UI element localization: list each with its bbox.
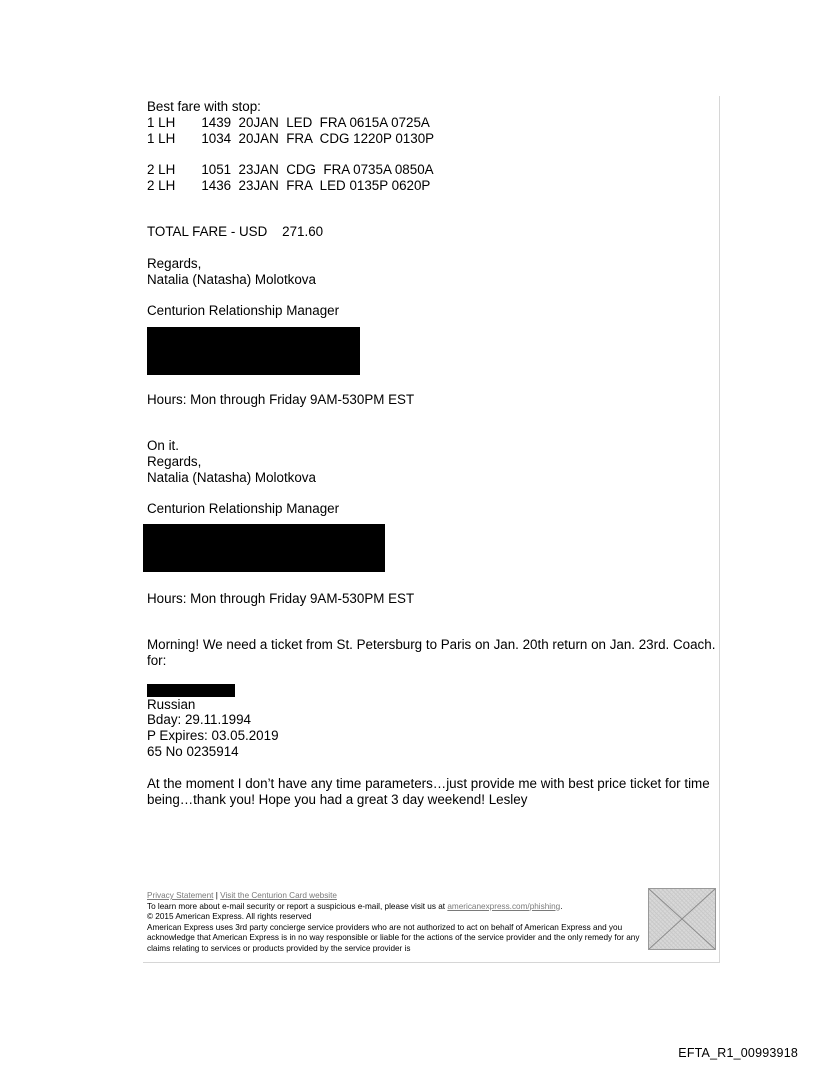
footer-links [147, 891, 647, 902]
phishing-link[interactable]: americanexpress.com/phishing [447, 901, 561, 911]
office-hours: Hours: Mon through Friday 9AM-530PM EST [147, 591, 415, 607]
redaction-block [143, 524, 385, 572]
fare-heading: Best fare with stop: [147, 99, 261, 114]
passport-expiry: P Expires: 03.05.2019 [147, 728, 279, 744]
document-id: EFTA_R1_00993918 [678, 1046, 798, 1060]
flight-row: 2 LH 1436 23JAN FRA LED 0135P 0620P [147, 178, 431, 194]
email-body [147, 99, 717, 807]
email-footer [147, 891, 647, 955]
centurion-website-link[interactable]: Visit the Centurion Card website [220, 891, 337, 900]
link-separator: | [215, 891, 218, 900]
flight-row: 1 LH 1439 20JAN LED FRA 0615A 0725A [147, 114, 430, 130]
signature-regards: Regards, [147, 255, 202, 271]
disclaimer: American Express uses 3rd party concierge service providers who are not authorized to act on behalf of American Express and you acknowledge that American Express is in no way responsible or liable for the actions of the service provider and the only remedy for any claims relating to services or products provided by the service provider is [147, 922, 640, 953]
broken-image-icon [648, 888, 716, 950]
office-hours: Hours: Mon through Friday 9AM-530PM EST [147, 392, 415, 408]
nationality: Russian [147, 696, 196, 712]
privacy-statement-link[interactable]: Privacy Statement [147, 891, 214, 900]
signature-name: Natalia (Natasha) Molotkova [147, 469, 316, 485]
redaction-block [147, 684, 235, 697]
signature-name: Natalia (Natasha) Molotkova [147, 271, 316, 287]
period: . [560, 901, 563, 911]
signature-title: Centurion Relationship Manager [147, 303, 340, 319]
total-fare: TOTAL FARE - USD 271.60 [147, 223, 324, 239]
security-text: To learn more about e-mail security or report a suspicious e-mail, please visit us at [147, 901, 448, 911]
closing-message: At the moment I don’t have any time parameters…just provide me with best price ticket for time being…thank you! Hope you had a great 3 day weekend! Lesley [147, 775, 710, 807]
copyright: © 2015 American Express. All rights reserved [147, 912, 312, 922]
signature-title: Centurion Relationship Manager [147, 501, 340, 517]
redaction-block [147, 327, 360, 375]
flight-row: 1 LH 1034 20JAN FRA CDG 1220P 0130P [147, 130, 435, 146]
passport-number: 65 No 0235914 [147, 743, 239, 759]
signature-regards: Regards, [147, 453, 202, 469]
flight-row: 2 LH 1051 23JAN CDG FRA 0735A 0850A [147, 162, 434, 178]
security-notice [147, 902, 647, 913]
reply-opening: On it. [147, 437, 179, 453]
request-message: Morning! We need a ticket from St. Petersburg to Paris on Jan. 20th return on Jan. 23rd. Coach. for: [147, 636, 716, 668]
birthday: Bday: 29.11.1994 [147, 712, 251, 728]
